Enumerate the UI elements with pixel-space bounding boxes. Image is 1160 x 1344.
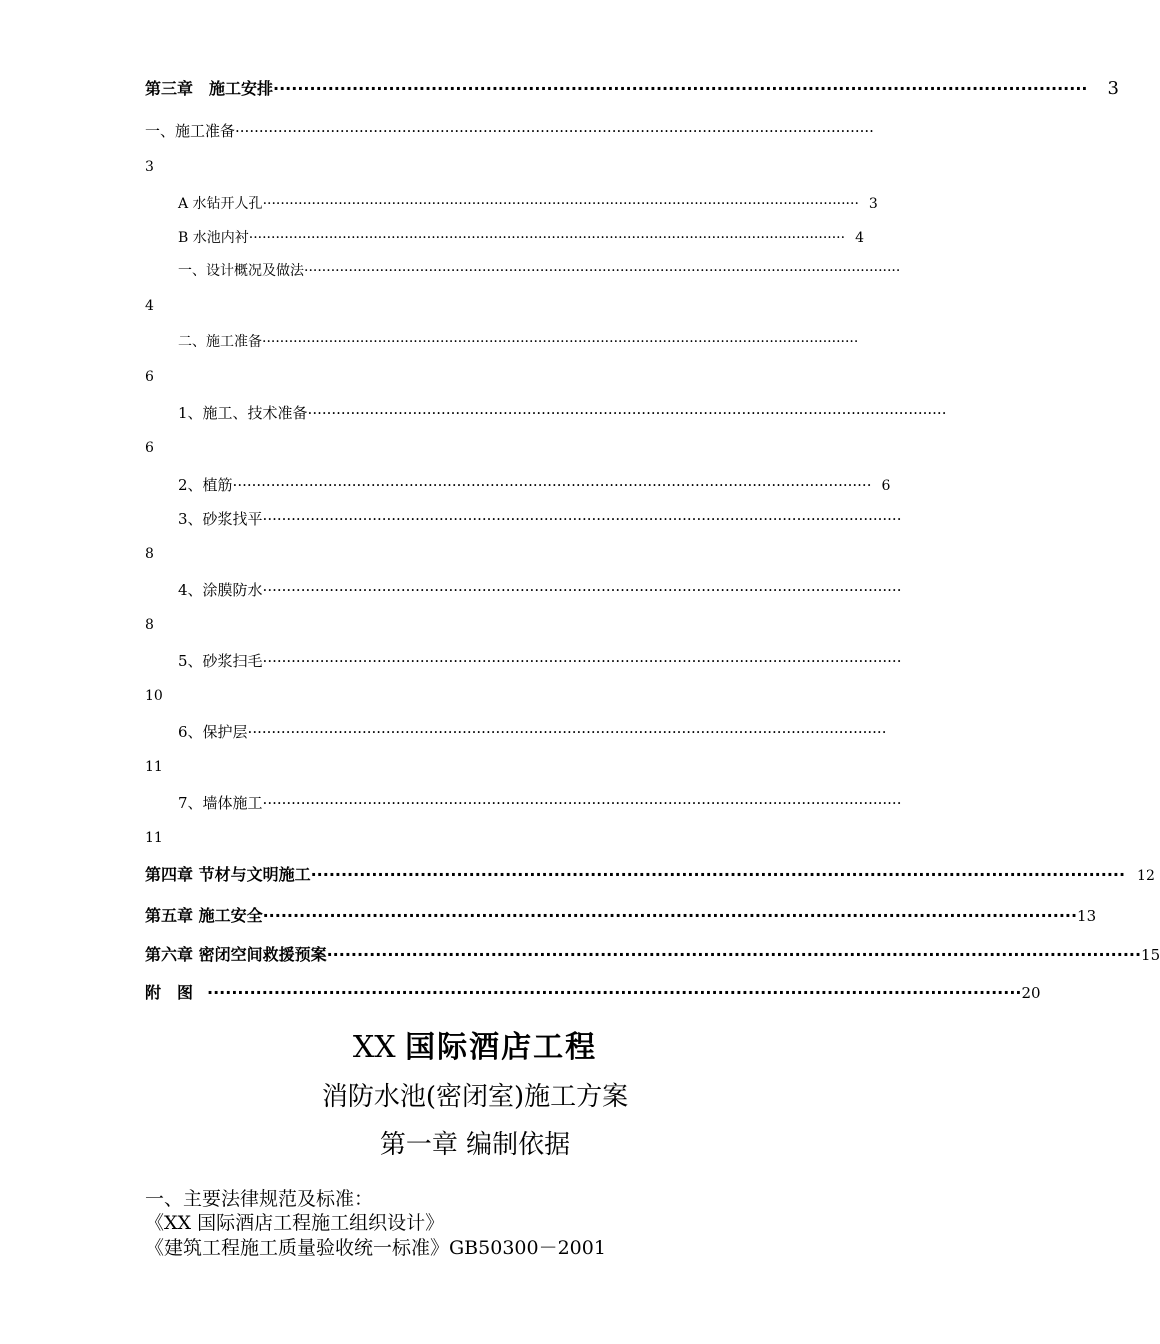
toc-entry-a[interactable]: [178, 193, 878, 213]
toc-entry-item-7[interactable]: [178, 792, 902, 813]
toc-entry-label: 6、保护层: [178, 723, 248, 741]
title-prefix: XX: [352, 1030, 396, 1065]
toc-entry-item-2[interactable]: [178, 474, 891, 495]
toc-entry-label: 一、设计概况及做法: [178, 263, 304, 279]
toc-leader-dots: ······································································································································: [307, 404, 947, 422]
toc-entry-page: 11: [145, 759, 163, 775]
toc-entry-chapter-3[interactable]: [145, 76, 1119, 99]
toc-entry-item-6[interactable]: [178, 721, 887, 742]
toc-entry-label: B 水池内衬: [178, 230, 249, 246]
toc-entry-item-1[interactable]: [178, 402, 947, 423]
title-main: 国际酒店工程: [405, 1030, 598, 1065]
toc-leader-dots: ······································································································································: [262, 581, 902, 599]
toc-entry-page: 20: [1021, 984, 1041, 1002]
toc-entry-label: A 水钻开人孔: [178, 196, 263, 212]
toc-entry-item-4[interactable]: [178, 579, 902, 600]
toc-entry-page: 8: [145, 617, 154, 633]
toc-entry-page: 6: [145, 369, 154, 385]
toc-entry-page: 15: [1141, 946, 1160, 964]
reference-item: 《建筑工程施工质量验收统一标准》GB50300－2001: [145, 1237, 606, 1259]
toc-entry-page: 12: [1137, 868, 1155, 884]
toc-entry-design[interactable]: [178, 260, 901, 280]
toc-entry-chapter-4[interactable]: [145, 862, 1155, 885]
toc-leader-dots: ······································································································································: [304, 263, 901, 279]
toc-entry-label: 第五章 施工安全: [145, 906, 263, 925]
toc-entry-page: 10: [145, 688, 163, 704]
reference-item: 《XX 国际酒店工程施工组织设计》: [145, 1212, 445, 1234]
toc-entry-label: 二、施工准备: [178, 334, 262, 350]
toc-entry-appendix[interactable]: [145, 980, 1041, 1003]
toc-entry-label: 一、施工准备: [145, 122, 236, 140]
toc-entry-page: 3: [1107, 78, 1119, 99]
toc-entry-label: 第六章 密闭空间救援预案: [145, 945, 327, 964]
toc-entry-label: 第三章 施工安排: [145, 79, 274, 98]
toc-leader-dots: ······································································································································: [262, 906, 1078, 925]
toc-leader-dots: ······································································································································: [262, 652, 902, 670]
toc-entry-page: 3: [145, 159, 154, 175]
toc-leader-dots: ······································································································································: [248, 230, 846, 246]
toc-entry-page: 4: [145, 298, 154, 314]
toc-entry-label: 4、涂膜防水: [178, 581, 263, 599]
chapter-heading: 第一章 编制依据: [379, 1130, 571, 1160]
document-subtitle: 消防水池(密闭室)施工方案: [321, 1082, 629, 1112]
toc-entry-page: 8: [145, 546, 154, 562]
toc-entry-page: 13: [1077, 907, 1097, 925]
toc-leader-dots: ······································································································································: [262, 196, 859, 212]
toc-entry-page: 4: [855, 230, 864, 246]
toc-leader-dots: ······································································································································: [262, 794, 902, 812]
toc-leader-dots: ······································································································································: [310, 865, 1126, 884]
toc-entry-label: 3、砂浆找平: [178, 510, 263, 528]
toc-entry-label: 第四章 节材与文明施工: [145, 865, 311, 884]
toc-leader-dots: ······································································································································: [262, 334, 859, 350]
toc-leader-dots: ······································································································································: [207, 983, 1022, 1002]
toc-entry-chapter-6[interactable]: [145, 942, 1160, 965]
toc-entry-prep[interactable]: [145, 120, 874, 141]
toc-entry-item-5[interactable]: [178, 650, 902, 671]
toc-leader-dots: ······································································································································: [247, 723, 887, 741]
toc-entry-chapter-5[interactable]: [145, 903, 1097, 926]
toc-entry-b[interactable]: [178, 227, 864, 247]
toc-leader-dots: ······································································································································: [262, 510, 902, 528]
section-heading: 一、主要法律规范及标准：: [145, 1188, 374, 1210]
toc-entry-item-3[interactable]: [178, 508, 902, 529]
toc-entry-label: 2、植筋: [178, 476, 233, 494]
toc-leader-dots: ······································································································································: [235, 122, 874, 140]
toc-entry-prep-2[interactable]: [178, 331, 859, 351]
toc-leader-dots: ······································································································································: [326, 945, 1142, 964]
toc-entry-page: 6: [145, 440, 154, 456]
toc-leader-dots: ······································································································································: [232, 476, 872, 494]
toc-entry-label: 5、砂浆扫毛: [178, 652, 263, 670]
toc-leader-dots: ······································································································································: [273, 79, 1088, 98]
toc-entry-label: 7、墙体施工: [178, 794, 263, 812]
document-title: [0, 1022, 950, 1066]
toc-entry-label: 1、施工、技术准备: [178, 404, 308, 422]
toc-entry-page: 3: [868, 196, 878, 212]
toc-entry-page: 6: [881, 478, 891, 494]
toc-entry-page: 11: [145, 830, 163, 846]
toc-entry-label: 附 图: [145, 983, 194, 1002]
